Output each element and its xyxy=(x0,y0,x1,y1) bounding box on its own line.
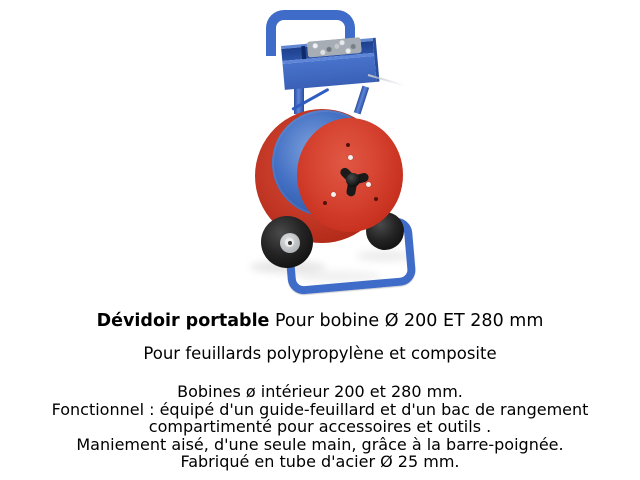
detail-line: Fabriqué en tube d'acier Ø 25 mm. xyxy=(180,452,460,471)
product-title-spec: Pour bobine Ø 200 ET 280 mm xyxy=(269,311,544,331)
product-title-line xyxy=(0,311,640,331)
product-details xyxy=(0,383,640,471)
detail-line: Fonctionnel : équipé d'un guide-feuillard et d'un bac de rangement xyxy=(51,399,589,419)
left-wheel-axle xyxy=(288,241,292,245)
detail-line: Maniement aisé, d'une seule main, grâce à la barre-poignée. xyxy=(76,434,564,454)
strap-guide-tube xyxy=(354,86,369,115)
flange-hole xyxy=(366,182,371,187)
flange-hole xyxy=(348,155,353,160)
locking-knob xyxy=(346,173,360,187)
flange-hole-dark xyxy=(374,197,378,201)
product-subtitle: Pour feuillards polypropylène et composite xyxy=(143,344,497,363)
product-title: Dévidoir portable xyxy=(96,311,270,331)
flange-hole xyxy=(331,192,336,197)
detail-line: Bobines ø intérieur 200 et 280 mm. xyxy=(177,382,463,401)
storage-box xyxy=(281,38,379,90)
detail-line: compartimenté pour accessoires et outils . xyxy=(148,417,492,436)
flange-hole-dark xyxy=(346,143,350,147)
flange-hole-dark xyxy=(323,201,327,205)
